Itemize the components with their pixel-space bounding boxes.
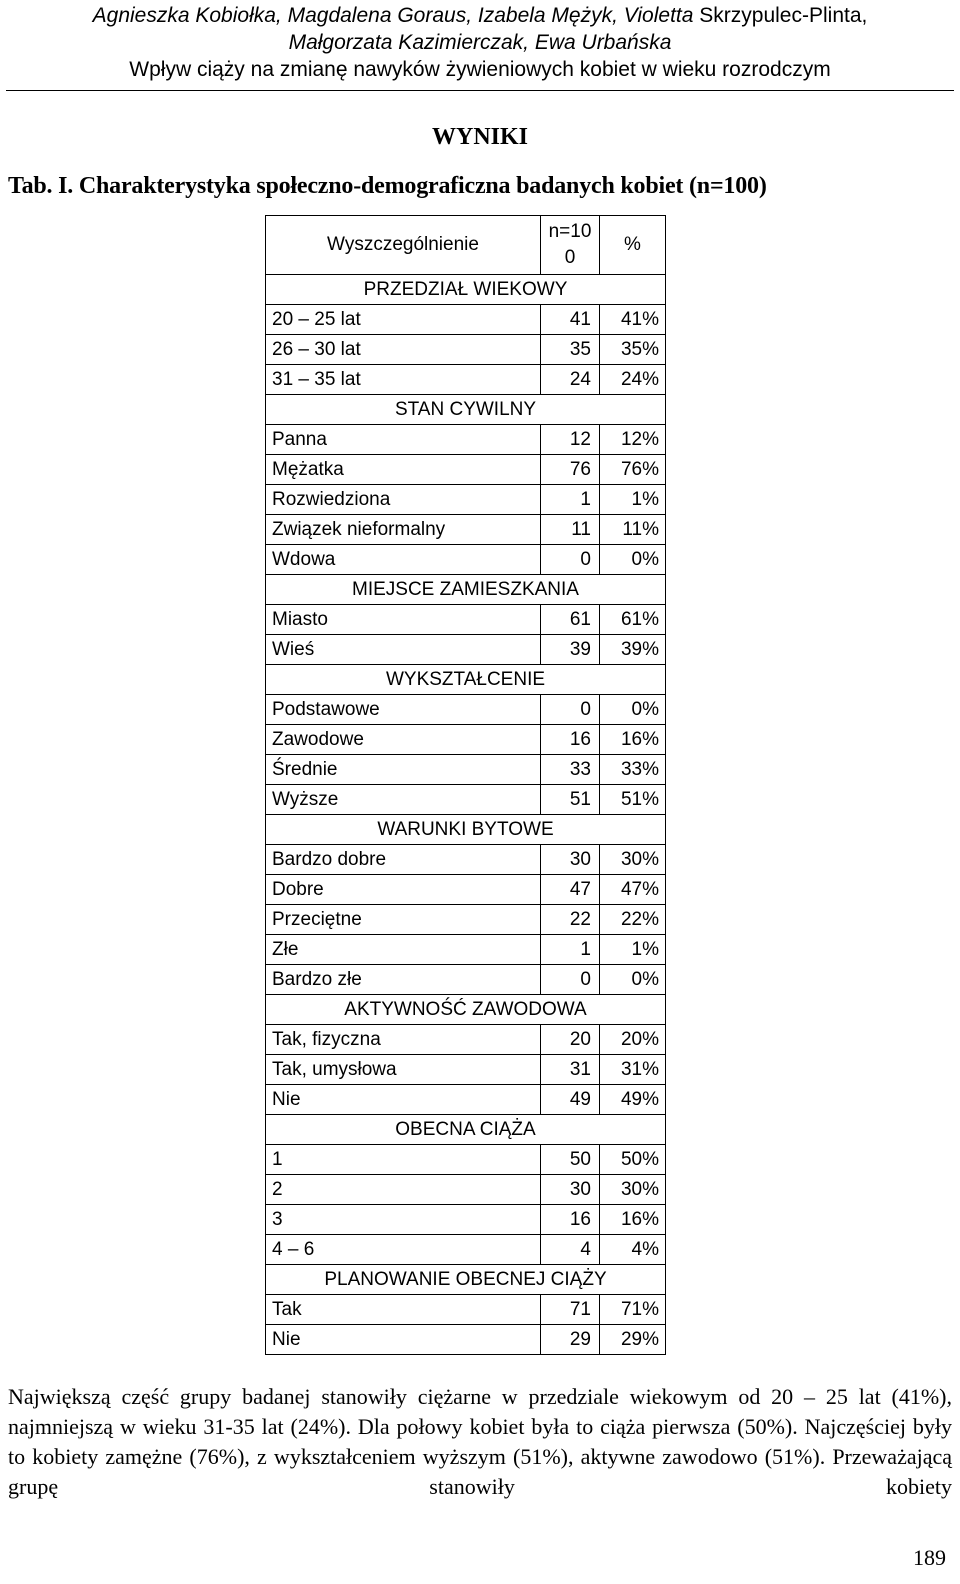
- row-count: 0: [541, 545, 600, 575]
- row-percent: 30%: [600, 1175, 666, 1205]
- table-row: [266, 725, 666, 755]
- row-count: 4: [541, 1235, 600, 1265]
- row-percent: 49%: [600, 1085, 666, 1115]
- table-category-row: [266, 275, 666, 305]
- row-percent: 31%: [600, 1055, 666, 1085]
- table-row: [266, 425, 666, 455]
- table-row: [266, 1295, 666, 1325]
- table-category-row: [266, 395, 666, 425]
- table-row: [266, 845, 666, 875]
- row-label: Zawodowe: [266, 725, 541, 755]
- table-category-row: [266, 1115, 666, 1145]
- row-count: 33: [541, 755, 600, 785]
- header-n-line: 0: [564, 247, 576, 268]
- row-label: Wieś: [266, 635, 541, 665]
- row-percent: 47%: [600, 875, 666, 905]
- table-row: [266, 1055, 666, 1085]
- header-pct: %: [600, 216, 666, 275]
- row-count: 16: [541, 1205, 600, 1235]
- row-percent: 0%: [600, 695, 666, 725]
- row-percent: 39%: [600, 635, 666, 665]
- running-head-authors-line1: [6, 2, 954, 29]
- row-count: 16: [541, 725, 600, 755]
- row-count: 51: [541, 785, 600, 815]
- row-label: 26 – 30 lat: [266, 335, 541, 365]
- table-header-row: [266, 216, 666, 275]
- category-label: WARUNKI BYTOWE: [266, 815, 666, 845]
- table-row: [266, 1235, 666, 1265]
- row-label: Przeciętne: [266, 905, 541, 935]
- running-head-title: Wpływ ciąży na zmianę nawyków żywieniowych kobiet w wieku rozrodczym: [129, 58, 831, 81]
- row-percent: 30%: [600, 845, 666, 875]
- row-count: 49: [541, 1085, 600, 1115]
- row-count: 41: [541, 305, 600, 335]
- row-count: 31: [541, 1055, 600, 1085]
- running-head: [6, 2, 954, 83]
- row-count: 47: [541, 875, 600, 905]
- table-row: [266, 755, 666, 785]
- row-percent: 35%: [600, 335, 666, 365]
- row-count: 76: [541, 455, 600, 485]
- row-count: 1: [541, 485, 600, 515]
- row-label: 20 – 25 lat: [266, 305, 541, 335]
- row-label: Związek nieformalny: [266, 515, 541, 545]
- table-row: [266, 935, 666, 965]
- header-n-line: n=10: [548, 221, 592, 242]
- table-row: [266, 485, 666, 515]
- row-count: 1: [541, 935, 600, 965]
- table-category-row: [266, 995, 666, 1025]
- row-count: 0: [541, 965, 600, 995]
- table-row: [266, 905, 666, 935]
- row-percent: 50%: [600, 1145, 666, 1175]
- row-percent: 22%: [600, 905, 666, 935]
- row-label: Panna: [266, 425, 541, 455]
- row-label: 2: [266, 1175, 541, 1205]
- row-count: 20: [541, 1025, 600, 1055]
- row-label: Bardzo dobre: [266, 845, 541, 875]
- row-percent: 33%: [600, 755, 666, 785]
- table-row: [266, 1175, 666, 1205]
- table-caption: Tab. I. Charakterystyka społeczno-demograficzna badanych kobiet (n=100): [8, 173, 767, 199]
- row-label: Tak, fizyczna: [266, 1025, 541, 1055]
- table-category-row: [266, 575, 666, 605]
- row-count: 39: [541, 635, 600, 665]
- row-label: Rozwiedziona: [266, 485, 541, 515]
- row-percent: 61%: [600, 605, 666, 635]
- category-label: OBECNA CIĄŻA: [266, 1115, 666, 1145]
- row-percent: 1%: [600, 935, 666, 965]
- row-percent: 0%: [600, 965, 666, 995]
- table-row: [266, 695, 666, 725]
- row-label: Podstawowe: [266, 695, 541, 725]
- category-label: MIEJSCE ZAMIESZKANIA: [266, 575, 666, 605]
- row-count: 22: [541, 905, 600, 935]
- row-percent: 0%: [600, 545, 666, 575]
- page-number: 189: [913, 1545, 946, 1570]
- row-percent: 76%: [600, 455, 666, 485]
- header-label: Wyszczególnienie: [266, 216, 541, 275]
- table-category-row: [266, 815, 666, 845]
- table-row: [266, 335, 666, 365]
- row-label: Wyższe: [266, 785, 541, 815]
- table-row: [266, 515, 666, 545]
- row-label: Mężatka: [266, 455, 541, 485]
- table-row: [266, 965, 666, 995]
- row-count: 12: [541, 425, 600, 455]
- table-row: [266, 1325, 666, 1355]
- row-count: 30: [541, 1175, 600, 1205]
- row-count: 29: [541, 1325, 600, 1355]
- table-row: [266, 635, 666, 665]
- demographics-table: [265, 215, 666, 1355]
- section-title: WYNIKI: [431, 124, 528, 150]
- row-label: Tak, umysłowa: [266, 1055, 541, 1085]
- row-label: Nie: [266, 1325, 541, 1355]
- category-label: WYKSZTAŁCENIE: [266, 665, 666, 695]
- authors-italic: Agnieszka Kobiołka, Magdalena Goraus, Izabela Mężyk, Violetta: [92, 4, 694, 27]
- row-percent: 24%: [600, 365, 666, 395]
- row-label: Tak: [266, 1295, 541, 1325]
- authors-upright: Skrzypulec-Plinta,: [699, 4, 868, 27]
- table-row: [266, 1205, 666, 1235]
- row-label: Wdowa: [266, 545, 541, 575]
- row-percent: 16%: [600, 725, 666, 755]
- row-label: 4 – 6: [266, 1235, 541, 1265]
- table-row: [266, 305, 666, 335]
- row-label: 1: [266, 1145, 541, 1175]
- running-head-authors-line2: Małgorzata Kazimierczak, Ewa Urbańska: [288, 31, 672, 54]
- table-row: [266, 785, 666, 815]
- row-percent: 11%: [600, 515, 666, 545]
- row-percent: 12%: [600, 425, 666, 455]
- row-percent: 71%: [600, 1295, 666, 1325]
- category-label: STAN CYWILNY: [266, 395, 666, 425]
- category-label: PRZEDZIAŁ WIEKOWY: [266, 275, 666, 305]
- row-percent: 41%: [600, 305, 666, 335]
- table-row: [266, 545, 666, 575]
- row-count: 61: [541, 605, 600, 635]
- table-row: [266, 875, 666, 905]
- row-percent: 4%: [600, 1235, 666, 1265]
- row-count: 30: [541, 845, 600, 875]
- row-label: Dobre: [266, 875, 541, 905]
- category-label: AKTYWNOŚĆ ZAWODOWA: [266, 995, 666, 1025]
- row-count: 71: [541, 1295, 600, 1325]
- row-count: 0: [541, 695, 600, 725]
- row-percent: 51%: [600, 785, 666, 815]
- row-label: Miasto: [266, 605, 541, 635]
- row-percent: 20%: [600, 1025, 666, 1055]
- row-label: Nie: [266, 1085, 541, 1115]
- table-category-row: [266, 665, 666, 695]
- category-label: PLANOWANIE OBECNEJ CIĄŻY: [266, 1265, 666, 1295]
- table-row: [266, 1025, 666, 1055]
- row-percent: 16%: [600, 1205, 666, 1235]
- row-percent: 29%: [600, 1325, 666, 1355]
- row-label: Bardzo złe: [266, 965, 541, 995]
- row-count: 35: [541, 335, 600, 365]
- row-count: 24: [541, 365, 600, 395]
- row-count: 11: [541, 515, 600, 545]
- table-row: [266, 605, 666, 635]
- table-row: [266, 365, 666, 395]
- body-paragraph: Największą część grupy badanej stanowiły ciężarne w przedziale wiekowym od 20 – 25 lat (41%), najmniejszą w wieku 31-35 lat (24%). Dla połowy kobiet była to ciąża pierwsza (50%). Najczęściej były to kobiety zamężne (76%), z wykształceniem wyższym (51%), aktywne zawodowo (51%). Przeważającą grupę stanowiły kobiety: [8, 1384, 952, 1499]
- row-count: 50: [541, 1145, 600, 1175]
- row-label: Średnie: [266, 755, 541, 785]
- header-rule: [6, 90, 954, 91]
- header-n: [541, 216, 600, 275]
- row-label: 31 – 35 lat: [266, 365, 541, 395]
- table-category-row: [266, 1265, 666, 1295]
- table-row: [266, 1145, 666, 1175]
- row-label: Złe: [266, 935, 541, 965]
- row-label: 3: [266, 1205, 541, 1235]
- table-row: [266, 1085, 666, 1115]
- row-percent: 1%: [600, 485, 666, 515]
- table-row: [266, 455, 666, 485]
